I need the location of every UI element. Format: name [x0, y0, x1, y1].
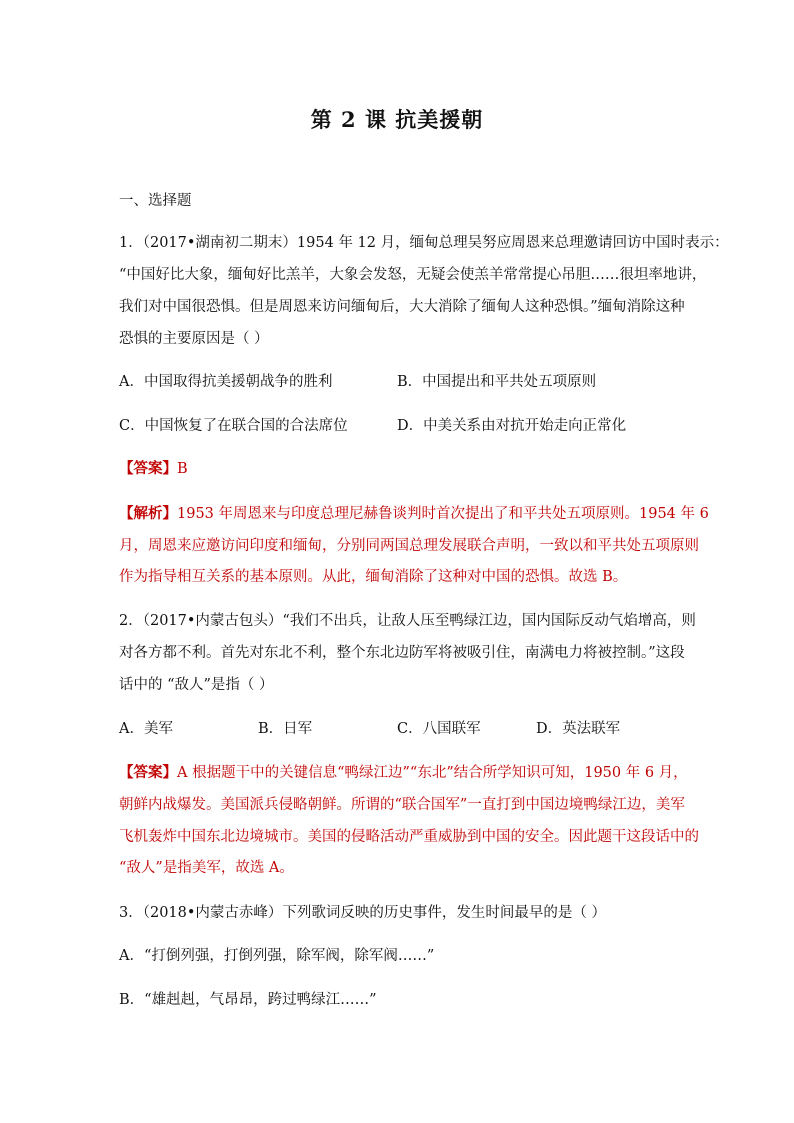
question-1-analysis-line-3: 作为指导相互关系的基本原则。从此，缅甸消除了这种对中国的恐惧。故选 B。	[119, 569, 628, 585]
question-1-option-b: B．中国提出和平共处五项原则	[397, 374, 597, 390]
question-1-option-a: A．中国取得抗美援朝战争的胜利	[119, 374, 333, 390]
question-1-analysis-line-2: 月，周恩来应邀访问印度和缅甸，分别同两国总理发展联合声明，一致以和平共处五项原则	[119, 538, 699, 554]
question-2-line-3: 话中的 “敌人”是指（ ）	[119, 677, 274, 693]
section-heading: 一、选择题	[119, 193, 192, 209]
question-3-option-b: B．“雄赳赳，气昂昂，跨过鸭绿江……”	[119, 992, 377, 1008]
answer-text: A 根据题干中的关键信息“鸭绿江边”“东北”结合所学知识可知，1950 年 6 月，	[177, 765, 688, 781]
question-1-line-3: 我们对中国很恐惧。但是周恩来访问缅甸后，大大消除了缅甸人这种恐惧。”缅甸消除这种	[119, 299, 685, 315]
question-1-line-2: “中国好比大象，缅甸好比羔羊，大象会发怒，无疑会使羔羊常常提心吊胆……很坦率地讲，	[119, 267, 707, 283]
question-1-line-1: 1．（2017•湖南初二期末）1954 年 12 月，缅甸总理吴努应周恩来总理邀请回访中国时表示：	[119, 235, 729, 251]
analysis-text: 1953 年周恩来与印度总理尼赫鲁谈判时首次提出了和平共处五项原则。1954 年 6	[177, 506, 709, 522]
question-2-answer-line-2: 朝鲜内战爆发。美国派兵侵略朝鲜。所谓的“联合国军”一直打到中国边境鸭绿江边，美军	[119, 797, 685, 813]
question-2-answer-line-3: 飞机轰炸中国东北边境城市。美国的侵略活动严重威胁到中国的安全。因此题干这段话中的	[119, 829, 699, 845]
question-3-line-1: 3．（2018•内蒙古赤峰）下列歌词反映的历史事件，发生时间最早的是（ ）	[119, 905, 607, 921]
question-2-option-d: D．英法联军	[536, 721, 621, 737]
page-title: 第 2 课 抗美援朝	[310, 107, 484, 132]
question-2-option-c: C．八国联军	[397, 721, 481, 737]
question-3-option-a: A．“打倒列强，打倒列强，除军阀，除军阀……”	[119, 948, 435, 964]
answer-value: B	[177, 461, 188, 477]
question-2-answer-line-1	[119, 763, 688, 783]
question-2-line-1: 2．（2017•内蒙古包头）“我们不出兵，让敌人压至鸭绿江边，国内国际反动气焰增高，则	[119, 613, 696, 629]
answer-tag: 【答案】	[119, 764, 177, 781]
question-2-answer-line-4: “敌人”是指美军，故选 A。	[119, 860, 294, 876]
question-1-option-c: C．中国恢复了在联合国的合法席位	[119, 418, 348, 434]
question-1-analysis-line-1	[119, 504, 709, 524]
question-1-line-4: 恐惧的主要原因是（ ）	[119, 331, 269, 347]
question-2-line-2: 对各方都不利。首先对东北不利，整个东北边防军将被吸引住，南满电力将被控制。”这段	[119, 645, 685, 661]
analysis-tag: 【解析】	[119, 505, 177, 522]
question-2-option-a: A．美军	[119, 721, 173, 737]
question-1-option-d: D．中美关系由对抗开始走向正常化	[397, 418, 627, 434]
question-1-answer	[119, 459, 188, 479]
question-2-option-b: B．日军	[258, 721, 313, 737]
answer-tag: 【答案】	[119, 460, 177, 477]
